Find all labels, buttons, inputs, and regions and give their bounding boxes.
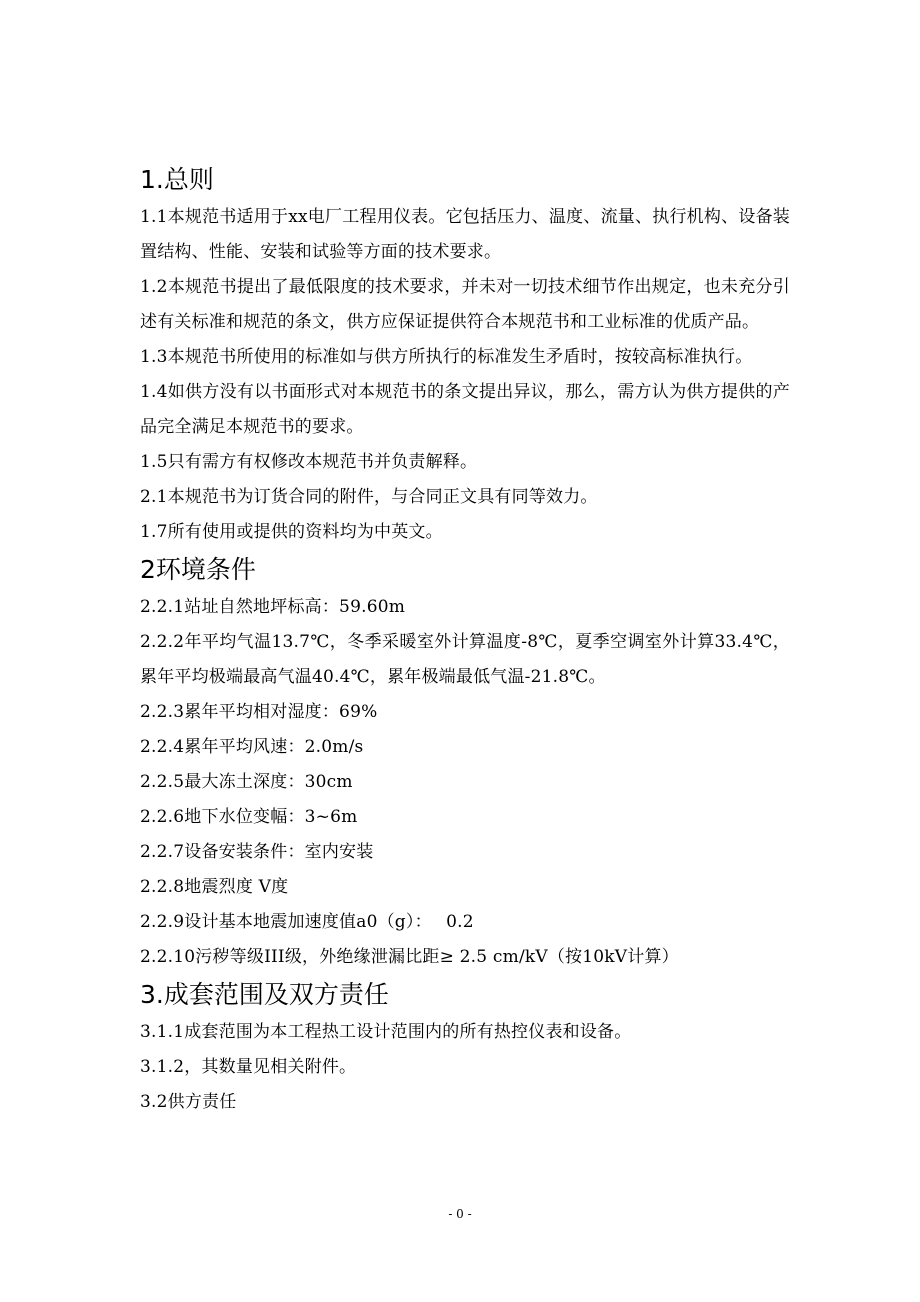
paragraph-1-1: 1.1本规范书适用于xx电厂工程用仪表。它包括压力、温度、流量、执行机构、设备装置结构、性能、安装和试验等方面的技术要求。 (140, 207, 790, 262)
paragraph-2-2-1: 2.2.1站址自然地坪标高：59.60m (140, 597, 406, 617)
paragraph-2-2-4: 2.2.4累年平均风速：2.0m/s (140, 737, 364, 757)
paragraph-2-2-2: 2.2.2年平均气温13.7℃，冬季采暖室外计算温度-8℃，夏季空调室外计算33.4℃，累年平均极端最高气温40.4℃，累年极端最低气温-21.8℃。 (140, 632, 790, 687)
section-heading-environment: 2环境条件 (140, 555, 256, 584)
paragraph-1-7: 1.7所有使用或提供的资料均为中英文。 (140, 522, 443, 542)
paragraph-3-2: 3.2供方责任 (140, 1092, 237, 1112)
paragraph-2-2-6: 2.2.6地下水位变幅：3~6m (140, 807, 358, 827)
paragraph-1-5: 1.5只有需方有权修改本规范书并负责解释。 (140, 452, 478, 472)
paragraph-3-1-1: 3.1.1成套范围为本工程热工设计范围内的所有热控仪表和设备。 (140, 1022, 632, 1042)
paragraph-2-2-3: 2.2.3累年平均相对湿度：69% (140, 702, 378, 722)
paragraph-2-1: 2.1本规范书为订货合同的附件，与合同正文具有同等效力。 (140, 487, 598, 507)
paragraph-2-2-5: 2.2.5最大冻土深度：30cm (140, 772, 353, 792)
section-heading-general: 1.总则 (140, 165, 214, 194)
paragraph-2-2-7: 2.2.7设备安装条件：室内安装 (140, 842, 374, 862)
paragraph-2-2-8: 2.2.8地震烈度 V度 (140, 877, 289, 897)
paragraph-1-3: 1.3本规范书所使用的标准如与供方所执行的标准发生矛盾时，按较高标准执行。 (140, 347, 753, 367)
section-heading-scope: 3.成套范围及双方责任 (140, 980, 389, 1009)
paragraph-3-1-2: 3.1.2，其数量见相关附件。 (140, 1057, 357, 1077)
document-body (140, 160, 790, 1120)
paragraph-1-4: 1.4如供方没有以书面形式对本规范书的条文提出异议，那么，需方认为供方提供的产品完全满足本规范书的要求。 (140, 382, 790, 437)
paragraph-2-2-10: 2.2.10污秽等级III级，外绝缘泄漏比距≥ 2.5 cm/kV（按10kV计算） (140, 947, 679, 967)
paragraph-1-2: 1.2本规范书提出了最低限度的技术要求，并未对一切技术细节作出规定，也未充分引述有关标准和规范的条文，供方应保证提供符合本规范书和工业标准的优质产品。 (140, 277, 790, 332)
paragraph-2-2-9: 2.2.9设计基本地震加速度值a0（g）： 0.2 (140, 912, 474, 932)
page-number: - 0 - (448, 1207, 472, 1221)
